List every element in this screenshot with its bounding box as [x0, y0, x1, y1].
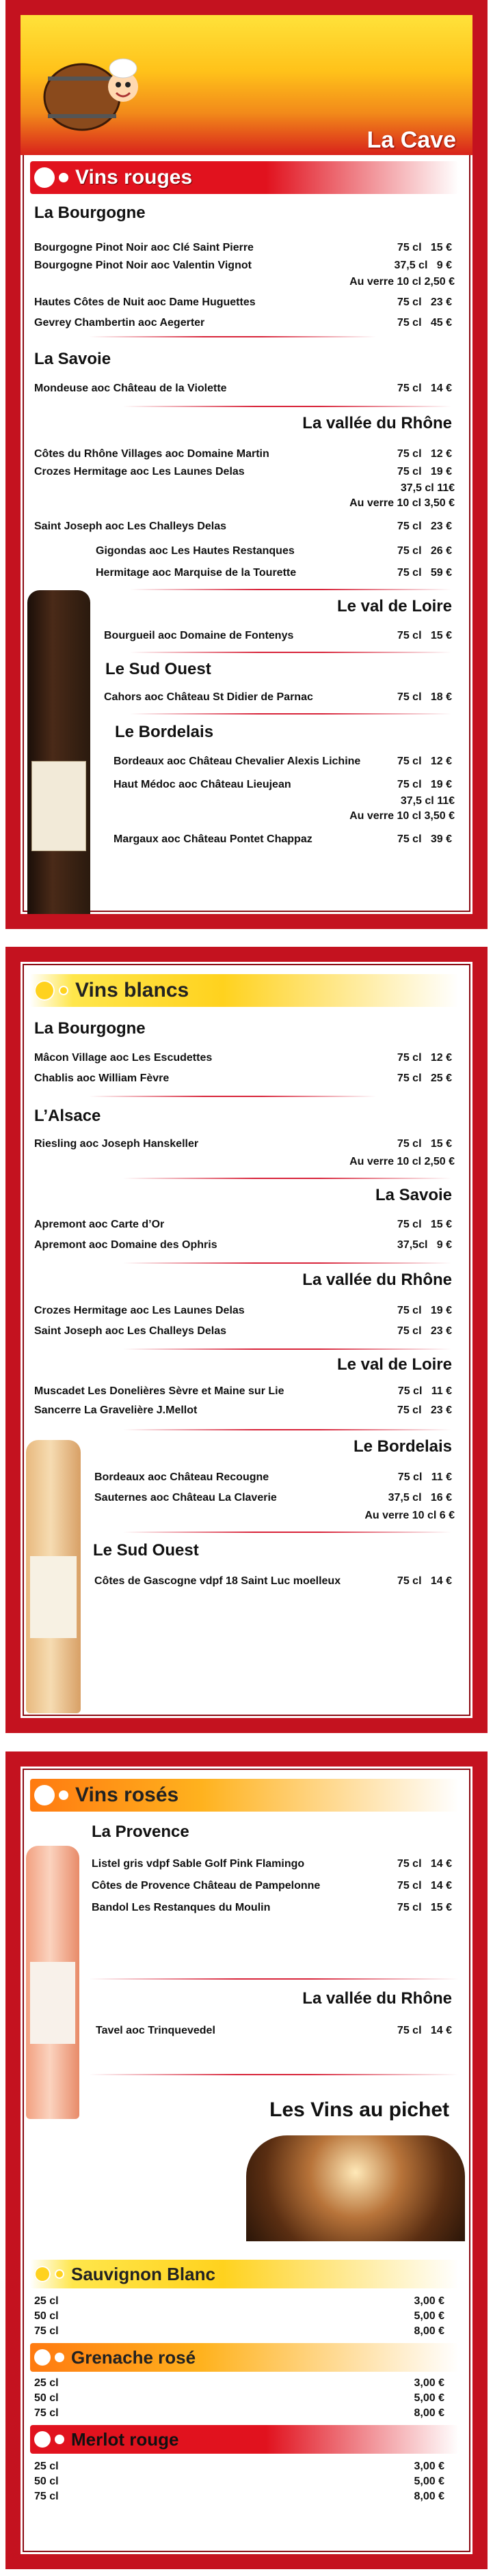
banner-sauvignon-blanc [30, 2260, 459, 2288]
banner-grenache-rose [30, 2343, 459, 2372]
list-item: Gigondas aoc Les Hautes Restanques 75 cl 26 € [96, 545, 452, 557]
divider [123, 1178, 451, 1179]
list-item: 75 cl 8,00 € [34, 2325, 444, 2337]
list-item: Côtes de Gascogne vdpf 18 Saint Luc moelleux 75 cl 14 € [94, 1575, 452, 1587]
price-note: Au verre 10 cl 3,50 € [349, 810, 455, 822]
price-note: Au verre 10 cl 2,50 € [349, 276, 455, 288]
banner-vins-rouges [30, 161, 459, 194]
list-item: Bourgogne Pinot Noir aoc Clé Saint Pierre 75 cl 15 € [34, 242, 452, 253]
divider [89, 336, 376, 337]
section-title: Le val de Loire [336, 1355, 452, 1374]
list-item: Bourgueil aoc Domaine de Fontenys 75 cl 15 € [104, 630, 452, 641]
divider [123, 1429, 451, 1430]
price-note: Au verre 10 cl 2,50 € [349, 1156, 455, 1167]
header [21, 15, 472, 155]
price-note: Au verre 10 cl 6 € [364, 1510, 455, 1521]
list-item: Mondeuse aoc Château de la Violette 75 cl 14 € [34, 383, 452, 394]
list-item: 25 cl 3,00 € [34, 2377, 444, 2389]
list-item: Côtes du Rhône Villages aoc Domaine Martin 75 cl 12 € [34, 448, 452, 460]
banner-label: Vins rosés [75, 1784, 179, 1806]
list-item: Bourgogne Pinot Noir aoc Valentin Vignot 37,5 cl 9 € [34, 260, 452, 271]
banner-label: Vins blancs [75, 979, 189, 1001]
list-item: Saint Joseph aoc Les Challeys Delas 75 cl 23 € [34, 521, 452, 532]
list-item: Chablis aoc William Fèvre 75 cl 25 € [34, 1072, 452, 1084]
banner-label: Vins rouges [75, 166, 193, 189]
panel-vins-blancs [5, 947, 488, 1733]
list-item: 50 cl 5,00 € [34, 2310, 444, 2322]
section-title: Le Sud Ouest [105, 660, 211, 678]
divider [130, 589, 451, 590]
section-title: La vallée du Rhône [302, 414, 452, 432]
list-item: Mâcon Village aoc Les Escudettes 75 cl 12 € [34, 1052, 452, 1064]
list-item: Hermitage aoc Marquise de la Tourette 75 cl 59 € [96, 567, 452, 579]
list-item: Gevrey Chambertin aoc Aegerter 75 cl 45 € [34, 317, 452, 329]
divider [123, 1348, 451, 1350]
banner-merlot-rouge [30, 2425, 459, 2454]
section-title: La Bourgogne [34, 204, 146, 222]
list-item: Crozes Hermitage aoc Les Launes Delas 75 cl 19 € [34, 1305, 452, 1316]
list-item: Margaux aoc Château Pontet Chappaz 75 cl 39 € [114, 833, 452, 845]
banner-label: Grenache rosé [71, 2346, 196, 2368]
banner-label: Sauvignon Blanc [71, 2263, 215, 2284]
list-item: Crozes Hermitage aoc Les Launes Delas 75 cl 19 € [34, 466, 452, 477]
section-title: La Savoie [34, 350, 111, 368]
divider [89, 1978, 458, 1980]
list-item: Hautes Côtes de Nuit aoc Dame Huguettes 75 cl 23 € [34, 296, 452, 308]
wine-bottle-icon [26, 1440, 81, 1713]
price-note: 37,5 cl 11€ [400, 482, 455, 494]
list-item: Tavel aoc Trinquevedel 75 cl 14 € [96, 2025, 452, 2036]
list-item: 25 cl 3,00 € [34, 2295, 444, 2307]
list-item: Bordeaux aoc Château Chevalier Alexis Lichine 75 cl 12 € [114, 756, 452, 767]
divider [123, 1532, 451, 1533]
section-title: Le Bordelais [353, 1437, 452, 1456]
banner-vins-blancs [30, 974, 459, 1007]
list-item: Muscadet Les Donelières Sèvre et Maine sur Lie 75 cl 11 € [34, 1385, 452, 1397]
page-title: La Cave [367, 127, 456, 153]
banner-vins-roses [30, 1779, 459, 1812]
barrel-icon [41, 49, 144, 138]
divider [130, 652, 451, 653]
section-title: La Provence [92, 1823, 189, 1841]
list-item: Sancerre La Gravelière J.Mellot 75 cl 23 € [34, 1404, 452, 1416]
price-note: Au verre 10 cl 3,50 € [349, 497, 455, 509]
divider [123, 1262, 451, 1264]
list-item: Apremont aoc Domaine des Ophris 37,5cl 9 € [34, 1239, 452, 1251]
list-item: Riesling aoc Joseph Hanskeller 75 cl 15 € [34, 1138, 452, 1150]
list-item: Bordeaux aoc Château Recougne 75 cl 11 € [94, 1471, 452, 1483]
divider [123, 406, 451, 407]
list-item: Cahors aoc Château St Didier de Parnac 75 cl 18 € [104, 691, 452, 703]
section-title: La Bourgogne [34, 1019, 146, 1038]
list-item: Apremont aoc Carte d’Or 75 cl 15 € [34, 1219, 452, 1230]
list-item: Listel gris vdpf Sable Golf Pink Flamingo 75 cl 14 € [92, 1858, 452, 1870]
section-title: La Savoie [375, 1186, 452, 1204]
divider [89, 2074, 458, 2075]
list-item: Sauternes aoc Château La Claverie 37,5 cl 16 € [94, 1492, 452, 1504]
wine-bottle-icon [27, 590, 90, 918]
list-item: 50 cl 5,00 € [34, 2392, 444, 2404]
divider [89, 1096, 376, 1097]
wine-bottle-icon [26, 1846, 79, 2119]
section-title: Le Sud Ouest [93, 1541, 199, 1560]
price-note: 37,5 cl 11€ [400, 795, 455, 807]
list-item: Haut Médoc aoc Château Lieujean 75 cl 19 € [114, 779, 452, 790]
cellar-barrels-image [246, 2135, 465, 2241]
list-item: 75 cl 8,00 € [34, 2407, 444, 2419]
list-item: Bandol Les Restanques du Moulin 75 cl 15 € [92, 1902, 452, 1913]
list-item: 25 cl 3,00 € [34, 2461, 444, 2472]
pichet-title: Les Vins au pichet [269, 2099, 449, 2121]
section-title: La vallée du Rhône [302, 1989, 452, 2008]
section-title: Le val de Loire [336, 597, 452, 615]
list-item: Saint Joseph aoc Les Challeys Delas 75 cl 23 € [34, 1325, 452, 1337]
panel-vins-roses [5, 1751, 488, 2569]
section-title: La vallée du Rhône [302, 1271, 452, 1289]
panel-vins-rouges [5, 0, 488, 929]
list-item: Côtes de Provence Château de Pampelonne 75 cl 14 € [92, 1880, 452, 1892]
list-item: 50 cl 5,00 € [34, 2476, 444, 2487]
section-title: L’Alsace [34, 1107, 101, 1125]
banner-label: Merlot rouge [71, 2428, 179, 2450]
divider [130, 713, 451, 715]
list-item: 75 cl 8,00 € [34, 2491, 444, 2502]
section-title: Le Bordelais [115, 723, 214, 741]
